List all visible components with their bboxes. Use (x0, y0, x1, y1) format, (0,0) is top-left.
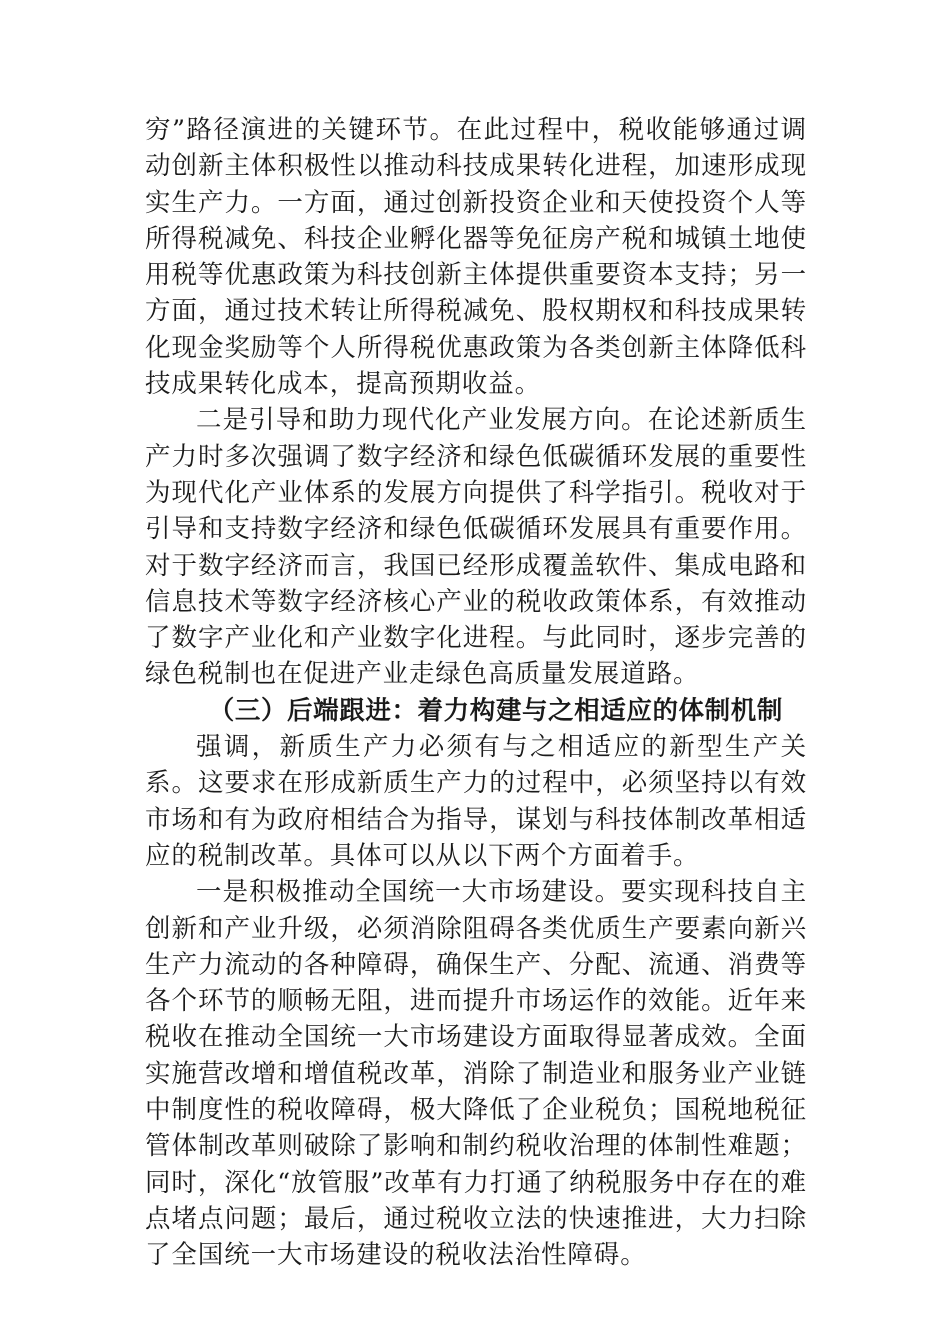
paragraph-continuation: 穷”路径演进的关键环节。在此过程中，税收能够通过调动创新主体积极性以推动科技成果转化进程，加速形成现实生产力。一方面，通过创新投资企业和天使投资个人等所得税减免、科技企业孵化器等免征房产税和城镇土地使用税等优惠政策为科技创新主体提供重要资本支持；另一方面，通过技术转让所得税减免、股权期权和科技成果转化现金奖励等个人所得税优惠政策为各类创新主体降低科技成果转化成本，提高预期收益。 (145, 115, 807, 400)
paragraph-unified-market: 一是积极推动全国统一大市场建设。要实现科技自主创新和产业升级，必须消除阻碍各类优质生产要素向新兴生产力流动的各种障碍，确保生产、分配、流通、消费等各个环节的顺畅无阻，进而提升市场运作的效能。近年来税收在推动全国统一大市场建设方面取得显著成效。全面实施营改增和增值税改革，消除了制造业和服务业产业链中制度性的税收障碍，极大降低了企业税负；国税地税征管体制改革则破除了影响和制约税收治理的体制性难题；同时，深化“放管服”改革有力打通了纳税服务中存在的难点堵点问题；最后，通过税收立法的快速推进，大力扫除了全国统一大市场建设的税收法治性障碍。 (145, 877, 807, 1271)
paragraph-production-relations: 强调，新质生产力必须有与之相适应的新型生产关系。这要求在形成新质生产力的过程中，必须坚持以有效市场和有为政府相结合为指导，谋划与科技体制改革相适应的税制改革。具体可以从以下两个方面着手。 (145, 732, 807, 871)
section-heading-3: （三）后端跟进：着力构建与之相适应的体制机制 (208, 695, 783, 726)
paragraph-industry-direction: 二是引导和助力现代化产业发展方向。在论述新质生产力时多次强调了数字经济和绿色低碳循环发展的重要性为现代化产业体系的发展方向提供了科学指引。税收对于引导和支持数字经济和绿色低碳循环发展具有重要作用。对于数字经济而言，我国已经形成覆盖软件、集成电路和信息技术等数字经济核心产业的税收政策体系，有效推动了数字产业化和产业数字化进程。与此同时，逐步完善的绿色税制也在促进产业走绿色高质量发展道路。 (145, 405, 807, 690)
document-body (145, 112, 807, 1274)
